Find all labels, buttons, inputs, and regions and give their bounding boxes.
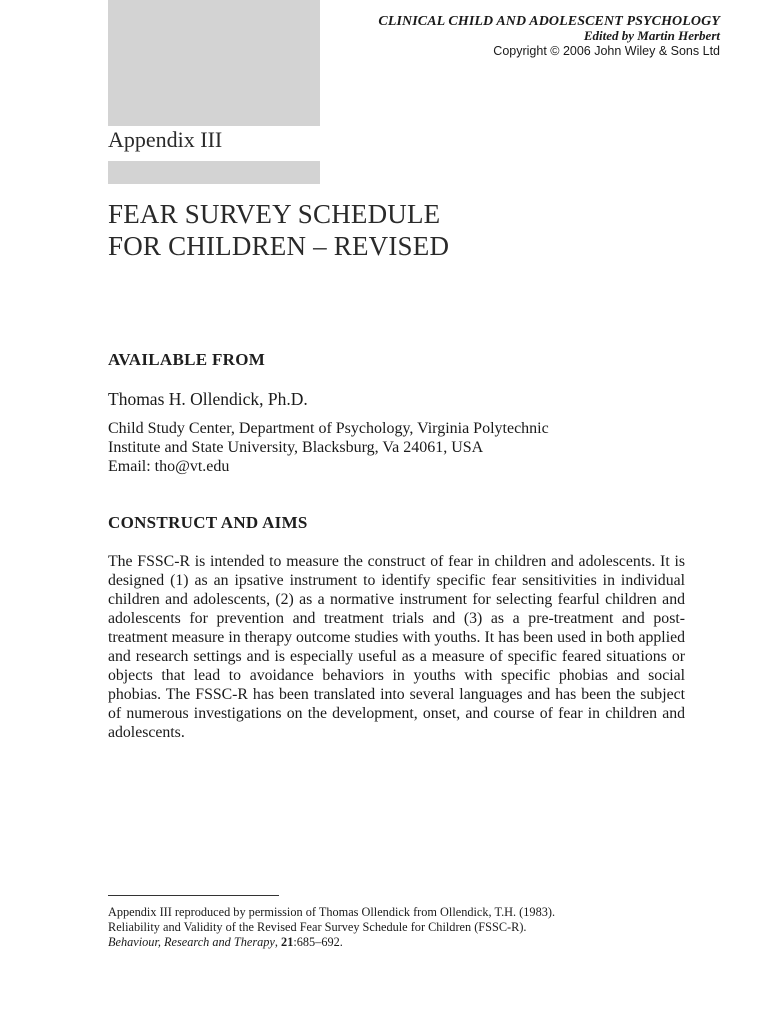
footnote-line2: Reliability and Validity of the Revised Fear Survey Schedule for Children (FSSC-R). [108,920,527,934]
decorative-gray-block-top [108,0,320,126]
section-heading-construct-aims: CONSTRUCT AND AIMS [108,513,308,532]
footnote-divider [108,895,279,896]
decorative-gray-block-bottom [108,161,320,184]
footnote [108,905,688,950]
footnote-separator: , [274,935,282,949]
book-title: CLINICAL CHILD AND ADOLESCENT PSYCHOLOGY [378,14,720,29]
page-title-line1: FEAR SURVEY SCHEDULE [108,199,441,229]
contact-address [108,419,688,476]
page-title [108,198,449,262]
author-name: Thomas H. Ollendick, Ph.D. [108,389,308,409]
footnote-volume: 21 [281,935,294,949]
page-title-line2: FOR CHILDREN – REVISED [108,231,450,261]
page-header [378,15,720,58]
footnote-line1: Appendix III reproduced by permission of Thomas Ollendick from Ollendick, T.H. (1983). [108,905,556,919]
construct-paragraph: The FSSC-R is intended to measure the construct of fear in children and adolescents. It is designed (1) as an ipsative instrument to identify specific fear sensitivities in individual children and adolescents, (2) as a normative instrument for selecting fearful children and adolescents for prevention and treatment trials and (3) as a pre-treatment and post-treatment measure in therapy outcome studies with youths. It has been used in both applied and research settings and is especially useful as a measure of specific feared situations or objects that lead to avoidance behaviors in youths with specific phobias and social phobias. The FSSC-R has been translated into several languages and has been the subject of numerous investigations on the development, onset, and course of fear in children and adolescents. [108,553,685,741]
copyright-notice: Copyright © 2006 John Wiley & Sons Ltd [493,44,720,58]
book-editor: Edited by Martin Herbert [583,28,720,43]
email-line: Email: tho@vt.edu [108,458,230,475]
footnote-line3 [108,935,688,950]
footnote-pages: :685–692. [293,935,343,949]
address-line2: Institute and State University, Blacksburg, Va 24061, USA [108,439,484,456]
appendix-label: Appendix III [108,127,223,152]
address-line1: Child Study Center, Department of Psychology, Virginia Polytechnic [108,420,549,437]
section-heading-available-from: AVAILABLE FROM [108,350,266,369]
footnote-journal: Behaviour, Research and Therapy [108,935,275,949]
